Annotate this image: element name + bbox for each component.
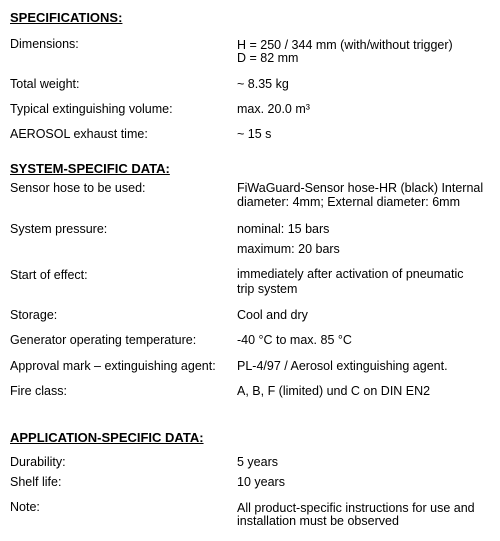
approval-mark-label: Approval mark – extinguishing agent:: [10, 359, 216, 373]
specifications-heading: SPECIFICATIONS:: [10, 10, 123, 25]
dimensions-value-line-2: D = 82 mm: [237, 51, 299, 65]
note-label: Note:: [10, 500, 40, 514]
approval-mark-value: PL-4/97 / Aerosol extinguishing agent.: [237, 359, 448, 373]
total-weight-value: ~ 8.35 kg: [237, 77, 289, 91]
storage-label: Storage:: [10, 308, 58, 322]
exhaust-time-value: ~ 15 s: [237, 127, 272, 141]
sensor-hose-value-line-2: diameter: 4mm; External diameter: 6mm: [237, 195, 460, 209]
sensor-hose-label: Sensor hose to be used:: [10, 181, 146, 195]
dimensions-label: Dimensions:: [10, 37, 79, 51]
system-pressure-label: System pressure:: [10, 222, 108, 236]
system-specific-heading: SYSTEM-SPECIFIC DATA:: [10, 161, 170, 176]
note-value-line-1: All product-specific instructions for use and: [237, 501, 475, 515]
start-of-effect-value-line-2: trip system: [237, 282, 298, 296]
note-value-line-2: installation must be observed: [237, 514, 399, 528]
start-of-effect-label: Start of effect:: [10, 268, 88, 282]
extinguishing-volume-value: max. 20.0 m³: [237, 102, 310, 116]
dimensions-value-line-1: H = 250 / 344 mm (with/without trigger): [237, 38, 453, 52]
shelf-life-label: Shelf life:: [10, 475, 62, 489]
fire-class-value: A, B, F (limited) und C on DIN EN2: [237, 384, 431, 398]
operating-temperature-label: Generator operating temperature:: [10, 333, 197, 347]
shelf-life-value: 10 years: [237, 475, 285, 489]
durability-label: Durability:: [10, 455, 66, 469]
sensor-hose-value-line-1: FiWaGuard-Sensor hose-HR (black) Internal: [237, 181, 484, 195]
start-of-effect-value-line-1: immediately after activation of pneumatic: [237, 267, 464, 281]
operating-temperature-value: -40 °C to max. 85 °C: [237, 333, 352, 347]
fire-class-label: Fire class:: [10, 384, 67, 398]
application-specific-heading: APPLICATION-SPECIFIC DATA:: [10, 430, 204, 445]
storage-value: Cool and dry: [237, 308, 308, 322]
extinguishing-volume-label: Typical extinguishing volume:: [10, 102, 173, 116]
system-pressure-nominal: nominal: 15 bars: [237, 222, 330, 236]
system-pressure-maximum: maximum: 20 bars: [237, 242, 340, 256]
exhaust-time-label: AEROSOL exhaust time:: [10, 127, 148, 141]
durability-value: 5 years: [237, 455, 278, 469]
total-weight-label: Total weight:: [10, 77, 80, 91]
